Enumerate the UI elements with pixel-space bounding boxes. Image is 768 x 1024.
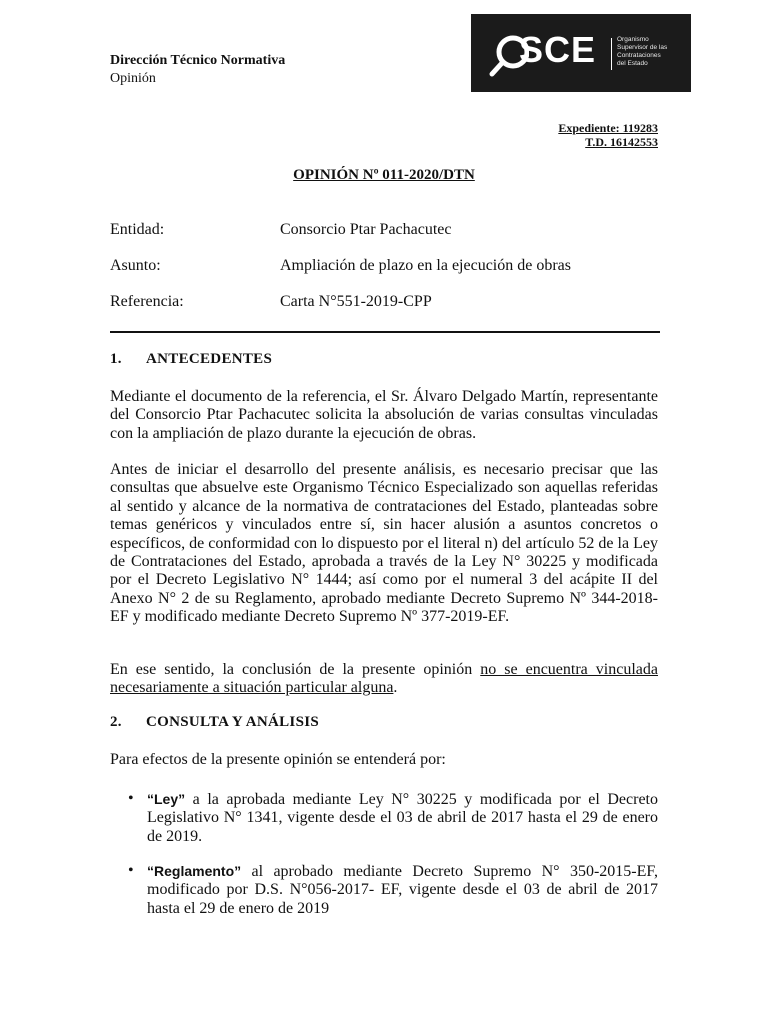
header-block bbox=[110, 52, 285, 88]
underlined-emphasis: no se encuentra vinculada necesariamente a situación particular alguna bbox=[110, 661, 658, 697]
definition-body: al aprobado mediante Decreto Supremo N° 350-2015-EF, modificado por D.S. N°056-2017- EF, vigente desde el 03 de abril de 2017 hasta el 29 de enero de 2019 bbox=[147, 863, 658, 917]
paragraph-text: En ese sentido, la conclusión de la presente opinión bbox=[110, 661, 481, 678]
logo-tagline-line: Organismo bbox=[617, 36, 649, 43]
osce-logo bbox=[471, 14, 691, 92]
section-title: CONSULTA Y ANÁLISIS bbox=[146, 714, 319, 730]
paragraph-antecedentes-3 bbox=[110, 661, 658, 698]
definition-text bbox=[147, 790, 658, 846]
document-type: Opinión bbox=[110, 71, 156, 86]
opinion-title: OPINIÓN Nº 011-2020/DTN bbox=[293, 167, 475, 183]
meta-value: Carta N°551-2019-CPP bbox=[280, 293, 432, 310]
section-title: ANTECEDENTES bbox=[146, 351, 273, 367]
bullet-icon: • bbox=[128, 862, 134, 879]
definition-text bbox=[147, 862, 658, 918]
meta-label: Asunto: bbox=[110, 257, 161, 274]
horizontal-divider bbox=[110, 331, 660, 333]
definition-term: “Reglamento” bbox=[147, 863, 242, 879]
meta-value: Ampliación de plazo en la ejecución de obras bbox=[280, 257, 571, 274]
section-heading-antecedentes bbox=[110, 351, 272, 368]
logo-word: SCE bbox=[519, 29, 597, 70]
department-name: Dirección Técnico Normativa bbox=[110, 53, 286, 68]
logo-tagline-line: Contrataciones bbox=[617, 52, 661, 59]
paragraph-antecedentes-1: Mediante el documento de la referencia, el Sr. Álvaro Delgado Martín, representante del Consorcio Ptar Pachacutec solicita la absolución de varias consultas vinculadas con la ampliación de plazo durante la ejecución de obras. bbox=[110, 388, 658, 442]
meta-label: Referencia: bbox=[110, 293, 184, 310]
bullet-icon: • bbox=[128, 790, 134, 807]
meta-value: Consorcio Ptar Pachacutec bbox=[280, 221, 452, 238]
td-number: T.D. 16142553 bbox=[585, 135, 658, 149]
section-heading-consulta bbox=[110, 714, 319, 731]
section-number: 1. bbox=[110, 351, 122, 367]
logo-tagline bbox=[617, 36, 687, 68]
logo-tagline-line: Supervisor de las bbox=[617, 44, 668, 51]
section-number: 2. bbox=[110, 714, 122, 730]
definition-term: “Ley” bbox=[147, 791, 186, 807]
meta-label: Entidad: bbox=[110, 221, 165, 238]
logo-tagline-line: del Estado bbox=[617, 60, 648, 67]
paragraph-consulta-intro: Para efectos de la presente opinión se entenderá por: bbox=[110, 751, 446, 768]
paragraph-text: . bbox=[393, 679, 398, 697]
paragraph-antecedentes-2: Antes de iniciar el desarrollo del presente análisis, es necesario precisar que las consultas que absuelve este Organismo Técnico Especializado son aquellas referidas al sentido y alcance de la normativa de contrataciones del Estado, planteadas sobre temas genéricos y vinculados entre sí, sin hacer alusión a asuntos concretos o específicos, de conformidad con lo dispuesto por el literal n) del artículo 52 de la Ley de Contrataciones del Estado, aprobada a través de la Ley N° 30225 y modificada por el Decreto Legislativo N° 1444; así como por el numeral 3 del acápite II del Anexo N° 2 de su Reglamento, aprobado mediante Decreto Supremo Nº 344-2018-EF y modificado mediante Decreto Supremo Nº 377-2019-EF. bbox=[110, 461, 658, 626]
file-references bbox=[558, 121, 658, 149]
definition-body: a la aprobada mediante Ley N° 30225 y modificada por el Decreto Legislativo N° 1341, vigente desde el 03 de abril de 2017 hasta el 29 de enero de 2019. bbox=[147, 791, 658, 845]
expediente-number: Expediente: 119283 bbox=[558, 121, 658, 135]
logo-divider bbox=[611, 38, 612, 70]
